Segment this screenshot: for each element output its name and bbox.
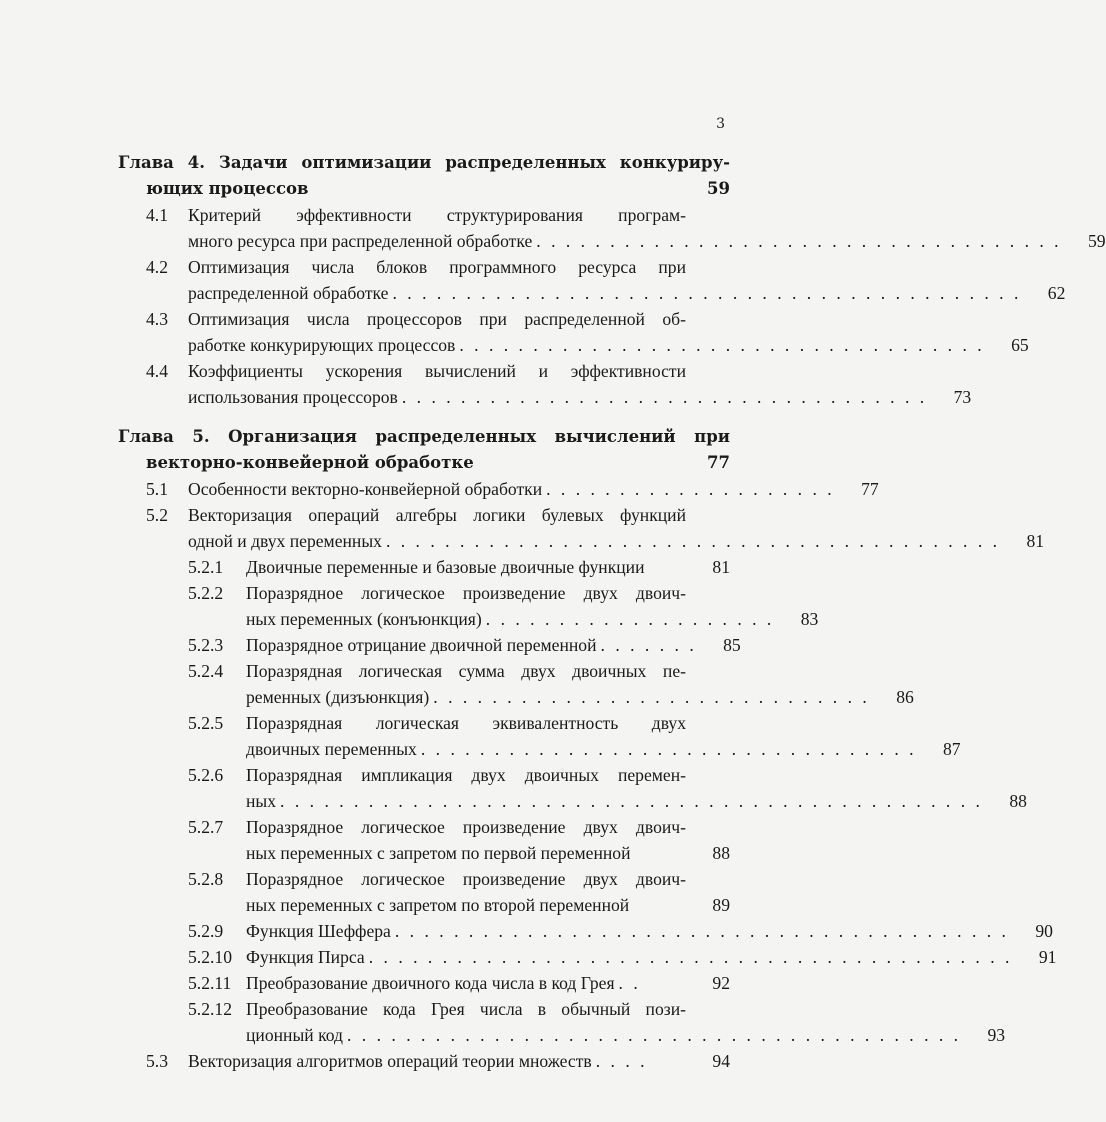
leader-dots: . . (618, 973, 641, 993)
toc-entry-4-1 (118, 202, 730, 228)
section-title-cont: много ресурса при распределенной обработке (188, 231, 533, 251)
toc-entry-4-1-cont (118, 228, 1106, 254)
leader-dots: . . . . . . . . . . . . . . . . . . . . (546, 479, 835, 499)
chapter-title: Глава 5. Организация распределенных вычислений при (118, 427, 730, 446)
leader-dots: . . . . . . . . . . . . . . . . . . . . . . . . . . . . . . . . . . . . . . . . . . (347, 1025, 962, 1045)
subsection-page: 83 (800, 609, 819, 629)
subsection-page: 89 (712, 895, 730, 915)
toc-entry-5-2-12-cont (118, 1022, 1006, 1048)
toc-entry-5-2-12 (118, 996, 730, 1022)
toc-entry-5-2-7-cont (118, 840, 730, 866)
subsection-title: Поразрядное логическое произведение двух двоич- (246, 583, 686, 603)
toc-entry-5-2-6 (118, 762, 730, 788)
leader-dots: . . . . . . . . . . . . . . . . . . . . . . . . . . . . . . . . . . . . (401, 387, 928, 407)
toc-entry-5-2-cont (118, 528, 1045, 554)
leader-dots: . . . . . . . (600, 635, 697, 655)
subsection-title: Преобразование двоичного кода числа в код Грея (246, 973, 615, 993)
toc-entry-4-3 (118, 306, 730, 332)
subsection-page: 81 (712, 557, 730, 577)
chapter-5-heading-line1 (118, 424, 730, 450)
chapter-5-heading-line2 (118, 450, 730, 476)
toc-entry-4-2-cont (118, 280, 1066, 306)
leader-dots: . . . . . . . . . . . . . . . . . . . . . . . . . . . . . . . . . . . . . . . . . . (394, 921, 1009, 941)
toc-entry-4-4 (118, 358, 730, 384)
toc-entry-5-2-10 (118, 944, 1057, 970)
section-page: 81 (1026, 531, 1045, 551)
toc-entry-4-2 (118, 254, 730, 280)
subsection-title: Преобразование кода Грея числа в обычный пози- (246, 999, 686, 1019)
section-title-cont: распределенной обработке (188, 283, 389, 303)
subsection-number: 5.2.2 (188, 583, 224, 603)
subsection-page: 88 (1009, 791, 1027, 811)
section-number: 4.3 (146, 309, 168, 329)
section-page: 62 (1047, 283, 1066, 303)
subsection-title-cont: ных переменных с запретом по второй переменной (246, 895, 630, 915)
section-number: 4.1 (146, 205, 168, 225)
toc-entry-5-2-2 (118, 580, 730, 606)
subsection-title-cont: ных переменных с запретом по первой переменной (246, 843, 631, 863)
chapter-4-heading-line2 (118, 176, 730, 202)
subsection-title-cont: ных переменных (конъюнкция) (246, 609, 482, 629)
subsection-title: Функция Шеффера (246, 921, 391, 941)
section-number: 4.2 (146, 257, 168, 277)
chapter-title-cont: векторно-конвейерной обработке (146, 453, 474, 472)
section-title: Особенности векторно-конвейерной обработки (188, 479, 543, 499)
subsection-page: 87 (942, 739, 961, 759)
section-title-cont: использования процессоров (188, 387, 398, 407)
toc-entry-4-4-cont (118, 384, 972, 410)
subsection-number: 5.2.12 (188, 999, 232, 1019)
subsection-number: 5.2.7 (188, 817, 224, 837)
toc-entry-5-2-8 (118, 866, 730, 892)
table-of-contents (118, 150, 1106, 1074)
subsection-number: 5.2.9 (188, 921, 224, 941)
section-title: Оптимизация числа процессоров при распределенной об- (188, 309, 686, 329)
section-page: 65 (1011, 335, 1029, 355)
section-number: 4.4 (146, 361, 168, 381)
chapter-page: 59 (707, 179, 730, 198)
leader-dots: . . . . . . . . . . . . . . . . . . . . . . . . . . . . . . . . . . . . . . . . . . . (392, 283, 1022, 303)
subsection-title: Поразрядная логическая сумма двух двоичных пе- (246, 661, 686, 681)
toc-entry-5-2-4-cont (118, 684, 914, 710)
subsection-number: 5.2.10 (188, 947, 232, 967)
subsection-title-cont: ременных (дизъюнкция) (246, 687, 430, 707)
subsection-title: Поразрядное отрицание двоичной переменной (246, 635, 597, 655)
leader-dots: . . . . . . . . . . . . . . . . . . . . . . . . . . . . . . (433, 687, 870, 707)
section-title: Критерий эффективности структурирования програм- (188, 205, 686, 225)
page-number: 3 (716, 116, 725, 132)
subsection-number: 5.2.3 (188, 635, 224, 655)
subsection-page: 86 (896, 687, 914, 707)
leader-dots: . . . . . . . . . . . . . . . . . . . . . . . . . . . . . . . . . . . . . . . . . . . . . . . . (280, 791, 983, 811)
chapter-title: Глава 4. Задачи оптимизации распределенных конкуриру- (118, 153, 730, 172)
toc-entry-5-2 (118, 502, 730, 528)
subsection-title: Двоичные переменные и базовые двоичные функции (246, 557, 645, 577)
subsection-title: Поразрядное логическое произведение двух двоич- (246, 817, 686, 837)
toc-entry-5-2-9 (118, 918, 1053, 944)
section-title: Коэффициенты ускорения вычислений и эффективности (188, 361, 686, 381)
toc-entry-5-1 (118, 476, 879, 502)
subsection-title-cont: ционный код (246, 1025, 343, 1045)
toc-entry-5-2-6-cont (118, 788, 1027, 814)
subsection-title: Поразрядная импликация двух двоичных перемен- (246, 765, 686, 785)
section-page: 73 (953, 387, 972, 407)
leader-dots: . . . . . . . . . . . . . . . . . . . . . . . . . . . . . . . . . . . . (536, 231, 1062, 251)
section-page: 77 (861, 479, 879, 499)
toc-entry-5-2-4 (118, 658, 730, 684)
section-title-cont: одной и двух переменных (188, 531, 382, 551)
subsection-title: Поразрядная логическая эквивалентность двух (246, 713, 686, 733)
section-title: Оптимизация числа блоков программного ресурса при (188, 257, 686, 277)
subsection-number: 5.2.1 (188, 557, 224, 577)
subsection-number: 5.2.11 (188, 973, 232, 993)
subsection-title: Функция Пирса (246, 947, 365, 967)
subsection-page: 91 (1038, 947, 1057, 967)
subsection-page: 93 (987, 1025, 1006, 1045)
toc-entry-5-2-8-cont (118, 892, 730, 918)
subsection-page: 88 (712, 843, 730, 863)
toc-entry-5-2-1 (118, 554, 730, 580)
subsection-title-cont: двоичных переменных (246, 739, 417, 759)
subsection-number: 5.2.6 (188, 765, 224, 785)
subsection-title-cont: ных (246, 791, 277, 811)
subsection-page: 92 (712, 973, 730, 993)
leader-dots: . . . . . . . . . . . . . . . . . . . . (485, 609, 775, 629)
section-title: Векторизация алгоритмов операций теории множеств (188, 1051, 592, 1071)
subsection-number: 5.2.5 (188, 713, 224, 733)
chapter-title-cont: ющих процессов (146, 179, 309, 198)
subsection-title: Поразрядное логическое произведение двух двоич- (246, 869, 686, 889)
toc-entry-5-3 (118, 1048, 730, 1074)
subsection-page: 90 (1035, 921, 1053, 941)
section-number: 5.1 (146, 479, 168, 499)
toc-entry-5-2-5 (118, 710, 730, 736)
leader-dots: . . . . . . . . . . . . . . . . . . . . . . . . . . . . . . . . . . . . . . . . . . . . (368, 947, 1013, 967)
section-number: 5.2 (146, 505, 168, 525)
toc-entry-4-3-cont (118, 332, 1029, 358)
subsection-number: 5.2.8 (188, 869, 224, 889)
chapter-4-heading-line1 (118, 150, 730, 176)
subsection-number: 5.2.4 (188, 661, 224, 681)
toc-entry-5-2-3 (118, 632, 741, 658)
leader-dots: . . . . . . . . . . . . . . . . . . . . . . . . . . . . . . . . . . . . . . . . . . (385, 531, 1001, 551)
toc-entry-5-2-5-cont (118, 736, 961, 762)
section-page: 59 (1087, 231, 1106, 251)
section-number: 5.3 (146, 1051, 168, 1071)
toc-entry-5-2-11 (118, 970, 730, 996)
chapter-page: 77 (707, 453, 730, 472)
section-title-cont: работке конкурирующих процессов (188, 335, 456, 355)
leader-dots: . . . . . . . . . . . . . . . . . . . . . . . . . . . . . . . . . . (420, 739, 917, 759)
subsection-page: 85 (723, 635, 741, 655)
toc-entry-5-2-7 (118, 814, 730, 840)
toc-entry-5-2-2-cont (118, 606, 819, 632)
section-title: Векторизация операций алгебры логики булевых функций (188, 505, 686, 525)
leader-dots: . . . . (595, 1051, 648, 1071)
leader-dots: . . . . . . . . . . . . . . . . . . . . . . . . . . . . . . . . . . . . (459, 335, 985, 355)
section-page: 94 (712, 1051, 730, 1071)
